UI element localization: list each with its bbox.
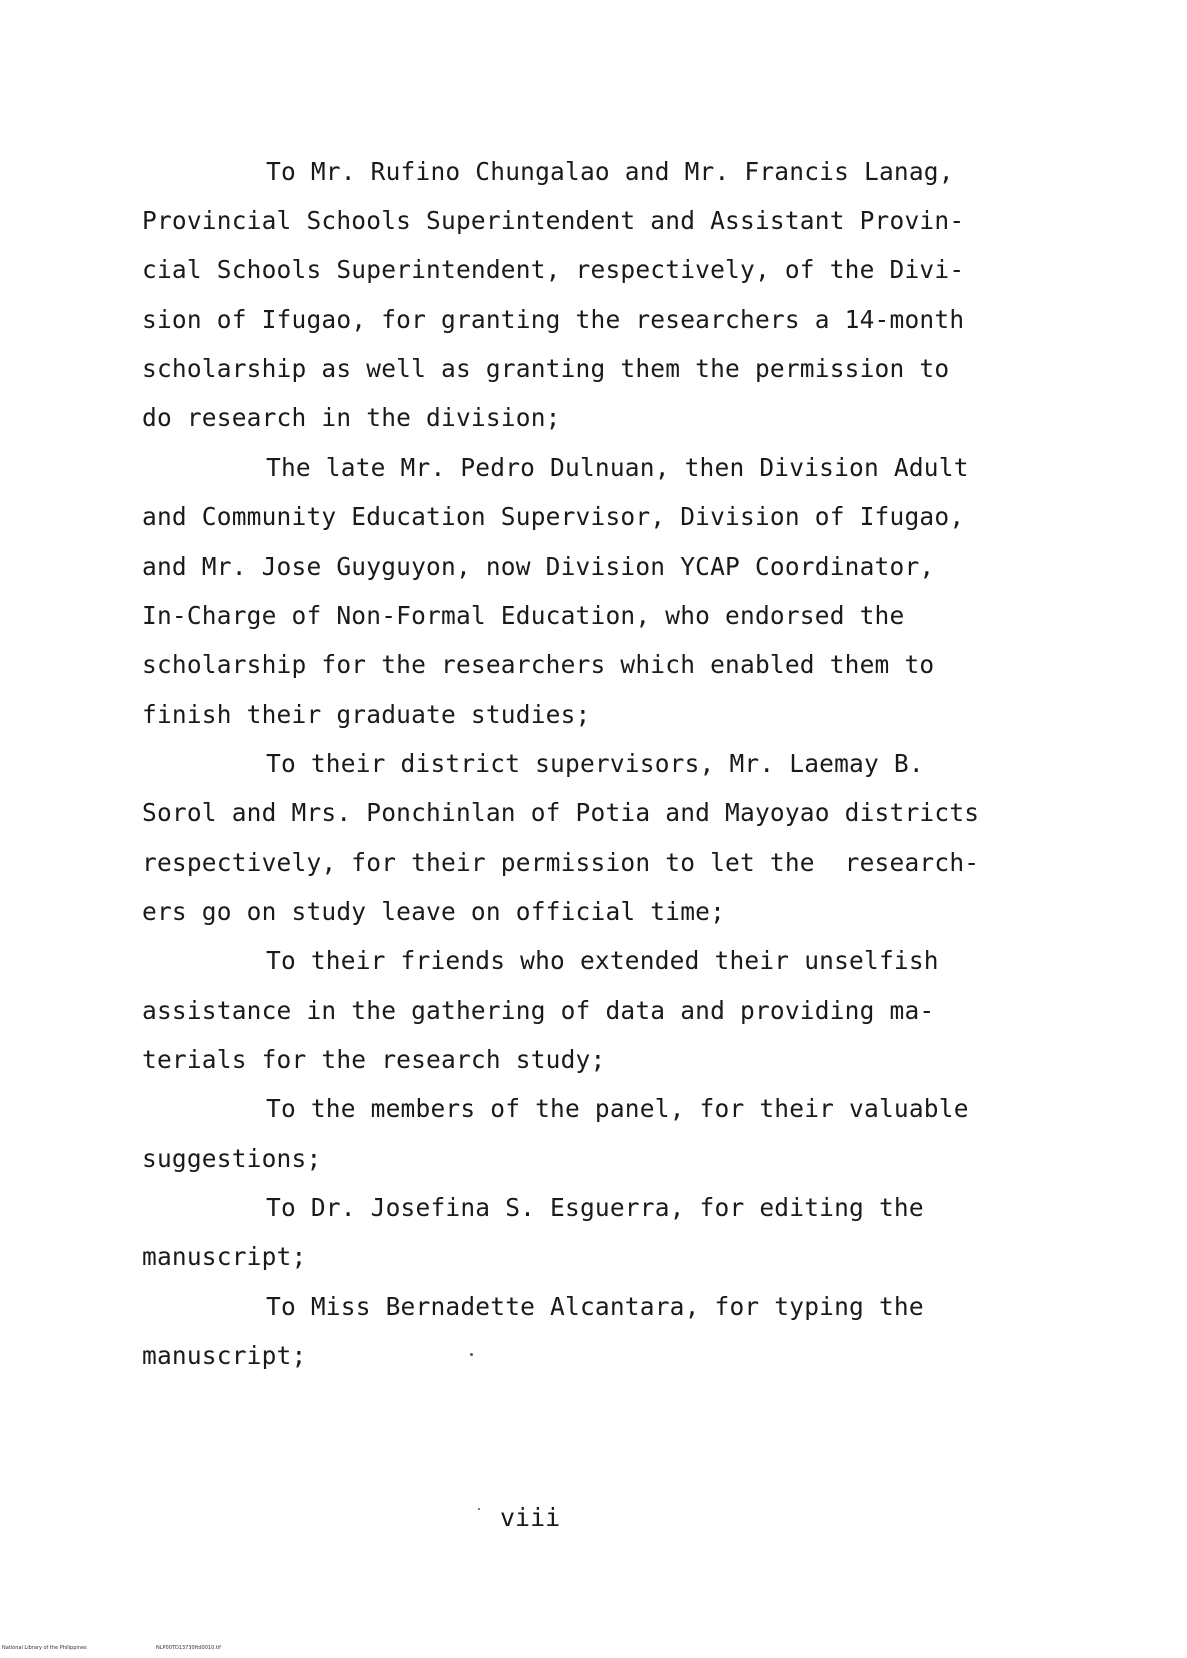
paragraph-line: do research in the division; [142,403,561,432]
paragraph-line: The late Mr. Pedro Dulnuan, then Division Adult [266,453,969,482]
paragraph-line: Provincial Schools Superintendent and Assistant Provin- [142,206,965,235]
paragraph-line: and Mr. Jose Guyguyon, now Division YCAP Coordinator, [142,552,935,581]
paragraph-line: terials for the research study; [142,1045,606,1074]
paragraph-line: In-Charge of Non-Formal Education, who endorsed the [142,601,905,630]
paragraph-line: respectively, for their permission to let the research- [142,848,980,877]
paragraph-line: To their district supervisors, Mr. Laemay B. [266,749,924,778]
paragraph-line: and Community Education Supervisor, Division of Ifugao, [142,502,965,531]
paragraph-line: To their friends who extended their unselfish [266,946,939,975]
paragraph-line: suggestions; [142,1144,322,1173]
paragraph-line: To the members of the panel, for their valuable [266,1094,969,1123]
paragraph-line: scholarship for the researchers which enabled them to [142,650,935,679]
paragraph-line: sion of Ifugao, for granting the researchers a 14-month [142,305,965,334]
paragraph-line: To Mr. Rufino Chungalao and Mr. Francis Lanag, [266,157,954,186]
scan-speck [478,1508,480,1510]
paragraph-line: scholarship as well as granting them the permission to [142,354,950,383]
paragraph-line: cial Schools Superintendent, respectively, of the Divi- [142,255,965,284]
paragraph-line: To Miss Bernadette Alcantara, for typing the [266,1292,924,1321]
page-number: viii [500,1503,561,1532]
paragraph-line: ers go on study leave on official time; [142,897,726,926]
paragraph-line: To Dr. Josefina S. Esguerra, for editing the [266,1193,924,1222]
paragraph-line: Sorol and Mrs. Ponchinlan of Potia and Mayoyao districts [142,798,980,827]
paragraph-line: manuscript; [142,1341,307,1370]
paragraph-line: assistance in the gathering of data and providing ma- [142,996,935,1025]
footer-file-name: NLP00TD13730ftd0010.tif [156,1645,221,1651]
footer-library-label: National Library of the Philippines [2,1645,87,1651]
paragraph-line: manuscript; [142,1242,307,1271]
scan-speck [470,1353,473,1356]
paragraph-line: finish their graduate studies; [142,700,591,729]
